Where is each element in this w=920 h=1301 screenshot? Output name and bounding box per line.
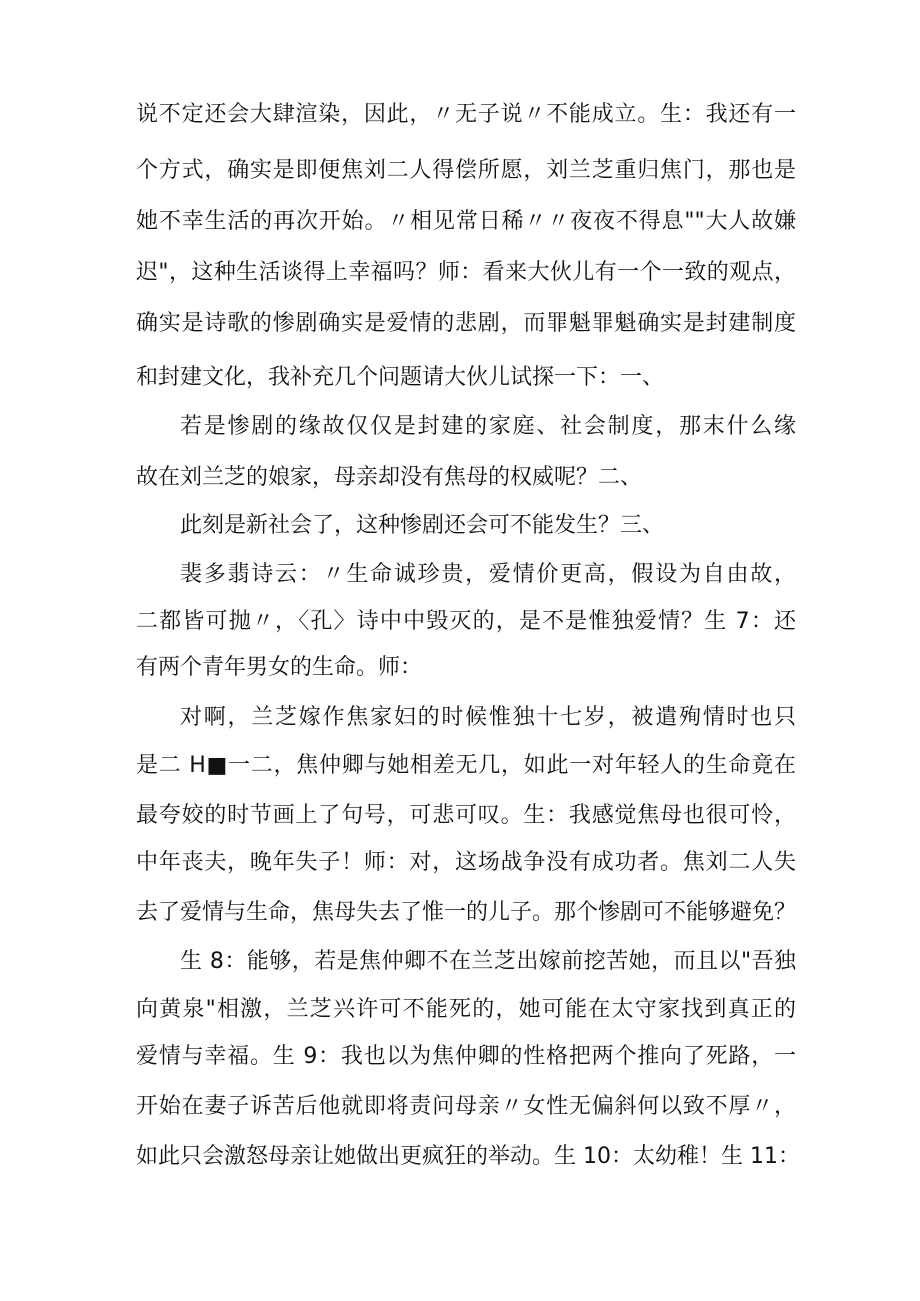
text-line: 确实是诗歌的惨剧确实是爱情的悲剧，而罪魁罪魁确实是封建制度 [136, 311, 796, 336]
text-line: 有两个青年男女的生命。师： [136, 655, 423, 680]
text-line: 说不定还会大肆渲染，因此，〃无子说〃不能成立。生：我还有一 [136, 102, 796, 127]
text-line: 她不幸生活的再次开始。〃相见常日稀〃〃夜夜不得息""大人故嫌 [136, 209, 796, 234]
text-line: 故在刘兰芝的娘家，母亲却没有焦母的权威呢？二、 [136, 465, 643, 490]
text-line: 个方式，确实是即便焦刘二人得偿所愿，刘兰芝重归焦门，那也是 [136, 158, 796, 183]
text-line: 中年丧夫，晚年失子！师：对，这场战争没有成功者。焦刘二人失 [136, 850, 796, 875]
text-line: 生 8：能够，若是焦仲卿不在兰芝出嫁前挖苦她，而且以"吾独 [180, 949, 796, 974]
text-line: 此刻是新社会了，这种惨剧还会可不能发生？三、 [180, 513, 665, 538]
text-line: 开始在妻子诉苦后他就即将责问母亲〃女性无偏斜何以致不厚〃， [136, 1094, 796, 1119]
text-line: 如此只会激怒母亲让她做出更疯狂的举动。生 10：太幼稚！生 11： [136, 1144, 800, 1169]
text-line: 对啊，兰芝嫁作焦家妇的时候惟独十七岁，被遣殉情时也只 [180, 705, 796, 730]
text-line: 去了爱情与生命，焦母失去了惟一的儿子。那个惨剧可不能够避免？ [136, 900, 797, 925]
text-line: 裴多翡诗云：〃生命诚珍贵，爱情价更高，假设为自由故， [180, 562, 796, 587]
text-line: 若是惨剧的缘故仅仅是封建的家庭、社会制度，那末什么缘 [180, 414, 796, 439]
text-line: 爱情与幸福。生 9：我也以为焦仲卿的性格把两个推向了死路，一 [136, 1044, 796, 1069]
text-line: 和封建文化，我补充几个问题请大伙儿试探一下：一、 [136, 365, 665, 390]
text-line: 二都皆可抛〃，〈孔〉诗中中毁灭的，是不是惟独爱情？生 7：还 [136, 609, 796, 634]
text-line: 最夸姣的时节画上了句号，可悲可叹。生：我感觉焦母也很可怜， [136, 803, 796, 828]
text-line: 迟"，这种生活谈得上幸福吗？师：看来大伙儿有一个一致的观点， [136, 260, 796, 285]
text-line: 向黄泉"相激，兰芝兴许可不能死的，她可能在太守家找到真正的 [136, 997, 796, 1022]
text-line: 是二 H■一二，焦仲卿与她相差无几，如此一对年轻人的生命竟在 [136, 753, 796, 778]
